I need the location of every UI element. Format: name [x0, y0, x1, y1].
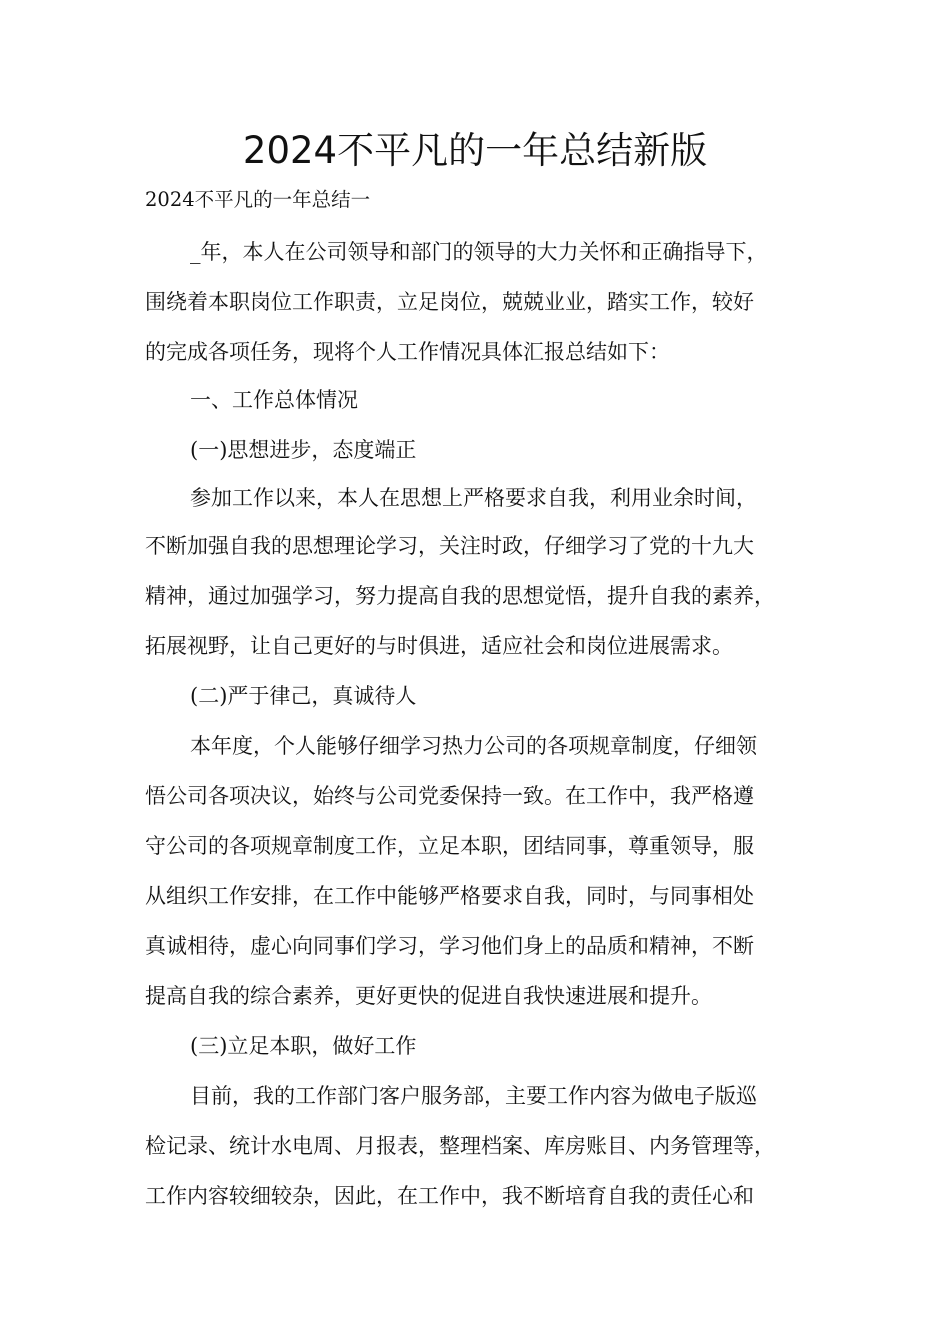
subsection-heading: (二)严于律己，真诚待人: [190, 684, 417, 708]
paragraph-line: 的完成各项任务，现将个人工作情况具体汇报总结如下：: [145, 340, 670, 364]
paragraph-line: 围绕着本职岗位工作职责，立足岗位，兢兢业业，踏实工作，较好: [145, 290, 754, 314]
paragraph-line: 悟公司各项决议，始终与公司党委保持一致。在工作中，我严格遵: [145, 784, 754, 808]
paragraph-line: 本年度，个人能够仔细学习热力公司的各项规章制度，仔细领: [190, 734, 757, 758]
paragraph-line: 精神，通过加强学习，努力提高自我的思想觉悟，提升自我的素养，: [145, 584, 775, 608]
paragraph-line: 检记录、统计水电周、月报表，整理档案、库房账目、内务管理等，: [145, 1134, 775, 1158]
paragraph-line: 守公司的各项规章制度工作，立足本职，团结同事，尊重领导，服: [145, 834, 754, 858]
subsection-heading: (一)思想进步，态度端正: [190, 438, 417, 462]
paragraph-line: 不断加强自我的思想理论学习，关注时政，仔细学习了党的十九大: [145, 534, 754, 558]
paragraph-line: 拓展视野，让自己更好的与时俱进，适应社会和岗位进展需求。: [145, 634, 733, 658]
paragraph-line: 参加工作以来，本人在思想上严格要求自我，利用业余时间，: [190, 486, 757, 510]
document-title: 2024不平凡的一年总结新版: [242, 129, 708, 172]
paragraph-line: 提高自我的综合素养，更好更快的促进自我快速进展和提升。: [145, 984, 712, 1008]
subsection-heading: (三)立足本职，做好工作: [190, 1034, 417, 1058]
paragraph-line: 目前，我的工作部门客户服务部，主要工作内容为做电子版巡: [190, 1084, 757, 1108]
paragraph-line: 从组织工作安排，在工作中能够严格要求自我，同时，与同事相处: [145, 884, 754, 908]
paragraph-line: _年，本人在公司领导和部门的领导的大力关怀和正确指导下，: [190, 240, 768, 264]
paragraph-line: 真诚相待，虚心向同事们学习，学习他们身上的品质和精神，不断: [145, 934, 754, 958]
paragraph-line: 工作内容较细较杂，因此，在工作中，我不断培育自我的责任心和: [145, 1184, 754, 1208]
document-subtitle: 2024不平凡的一年总结一: [145, 188, 371, 211]
section-heading: 一、工作总体情况: [190, 388, 358, 412]
